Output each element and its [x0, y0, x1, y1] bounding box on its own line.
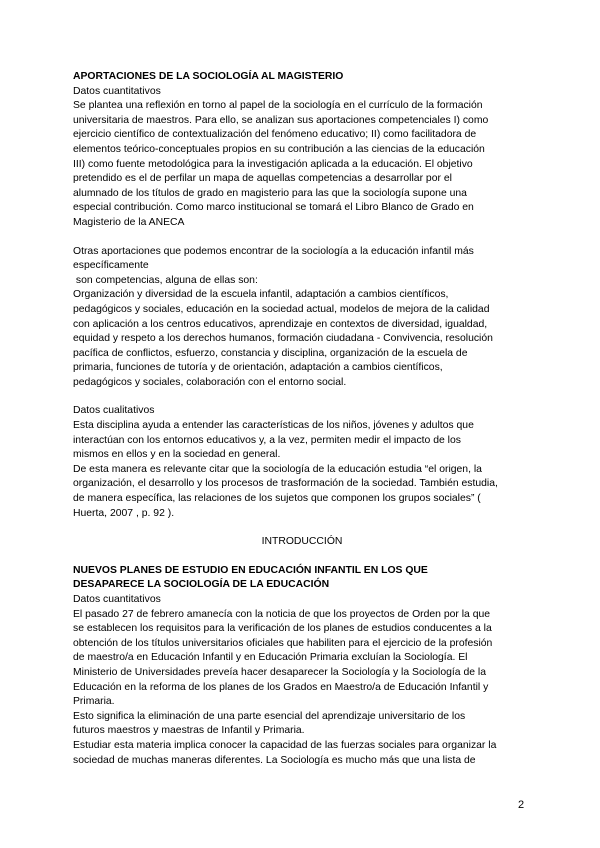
- text-line: elementos teórico-conceptuales propios en su contribución a las ciencias de la educación: [73, 143, 485, 155]
- text-line: pedagógicos y sociales, colaboración con el entorno social.: [73, 376, 347, 388]
- text-line: III) como fuente metodológica para la investigación aplicada a la educación. El objetivo: [73, 158, 473, 170]
- text-line: Otras aportaciones que podemos encontrar de la sociología a la educación infantil más: [73, 245, 474, 257]
- text-line: mismos en ellos y en la sociedad en general.: [73, 449, 281, 461]
- subsection-label: Datos cuantitativos: [73, 594, 161, 605]
- paragraph: [73, 419, 531, 521]
- text-line: alumnado de los títulos de grado en magisterio para las que la sociología supone una: [73, 187, 467, 199]
- text-line: Se plantea una reflexión en torno al papel de la sociología en el currículo de la formación: [73, 100, 483, 112]
- text-line: primaria, funciones de tutoría y de orientación, adaptación a cambios científicos,: [73, 362, 443, 374]
- text-line: son competencias, alguna de ellas son:: [73, 274, 258, 286]
- paragraph: [73, 99, 531, 230]
- text-line: Huerta, 2007 , p. 92 ).: [73, 507, 175, 519]
- paragraph-gap: [73, 231, 531, 245]
- page-number: 2: [518, 799, 525, 811]
- subsection-label: Datos cualitativos: [73, 405, 155, 417]
- text-line: De esta manera es relevante citar que la sociología de la educación estudia “el origen, la: [73, 463, 482, 475]
- text-line: organización, el desarrollo y los procesos de trasformación de la sociedad. También estudia,: [73, 478, 498, 490]
- text-line: Organización y diversidad de la escuela infantil, adaptación a cambios científicos,: [73, 289, 449, 301]
- text-line: con aplicación a los centros educativos, aprendizaje en contextos de diversidad, igualdad,: [73, 318, 488, 330]
- text-line: Estudiar esta materia implica conocer la capacidad de las fuerzas sociales para organizar la: [73, 739, 497, 751]
- text-line: universitaria de maestros. Para ello, se analizan sus aportaciones competenciales I) como: [73, 114, 489, 126]
- text-line: Ministerio de Universidades preveía hacer desaparecer la Sociología y la Sociología de la: [73, 666, 486, 678]
- paragraph: [73, 608, 531, 769]
- text-line: especial contribución. Como marco institucional se tomará el Libro Blanco de Grado en: [73, 202, 474, 214]
- text-line: pedagógicos y sociales, educación en la sociedad actual, modelos de mejora de la calidad: [73, 303, 490, 315]
- text-line: sociedad de muchas maneras diferentes. La Sociología es mucho más que una lista de: [73, 754, 476, 766]
- text-line: específicamente: [73, 260, 149, 272]
- text-line: pacífica de conflictos, esfuerzo, constancia y disciplina, organización de la escuela de: [73, 347, 468, 359]
- page-content: [73, 70, 531, 768]
- paragraph-gap: [73, 390, 531, 404]
- text-line: pretendido es el de perfilar un mapa de aquellas competencias a desarrollar por el: [73, 173, 452, 185]
- text-line: de maestro/a en Educación Infantil y en Educación Primaria excluían la Sociología. El: [73, 652, 468, 664]
- introduction-title: INTRODUCCIÓN: [261, 536, 343, 548]
- heading-line: NUEVOS PLANES DE ESTUDIO EN EDUCACIÓN INFANTIL EN LOS QUE: [73, 564, 428, 576]
- text-line: obtención de los títulos universitarios oficiales que habiliten para el ejercicio de la profesión: [73, 637, 493, 649]
- text-line: ejercicio científico de contextualización del fenómeno educativo; II) como facilitadora de: [73, 129, 477, 141]
- text-line: interactúan con los entornos educativos y, a la vez, permiten medir el impacto de los: [73, 434, 461, 446]
- text-line: futuros maestros y maestras de Infantil y Primaria.: [73, 725, 305, 737]
- text-line: Educación en la reforma de los planes de los Grados en Maestro/a de Educación Infantil y: [73, 681, 489, 693]
- section-heading: [73, 564, 531, 593]
- heading-line: DESAPARECE LA SOCIOLOGÍA DE LA EDUCACIÓN: [73, 579, 330, 591]
- text-line: El pasado 27 de febrero amanecía con la noticia de que los proyectos de Orden por la que: [73, 608, 491, 620]
- paragraph-gap: [73, 521, 531, 535]
- text-line: Esto significa la eliminación de una parte esencial del aprendizaje universitario de los: [73, 710, 466, 722]
- text-line: de manera específica, las relaciones de los sujetos que componen los grupos sociales” (: [73, 493, 481, 505]
- section-heading: APORTACIONES DE LA SOCIOLOGÍA AL MAGISTERIO: [73, 71, 344, 82]
- text-line: se establecen los requisitos para la verificación de los planes de estudios conducentes a la: [73, 623, 492, 635]
- paragraph: [73, 245, 531, 391]
- text-line: Magisterio de la ANECA: [73, 216, 185, 228]
- text-line: Primaria.: [73, 696, 115, 708]
- paragraph-gap: [73, 550, 531, 564]
- subsection-label: Datos cuantitativos: [73, 85, 161, 97]
- text-line: Esta disciplina ayuda a entender las características de los niños, jóvenes y adultos que: [73, 420, 474, 432]
- text-line: equidad y respeto a los derechos humanos, formación ciudadana - Convivencia, resolución: [73, 333, 493, 345]
